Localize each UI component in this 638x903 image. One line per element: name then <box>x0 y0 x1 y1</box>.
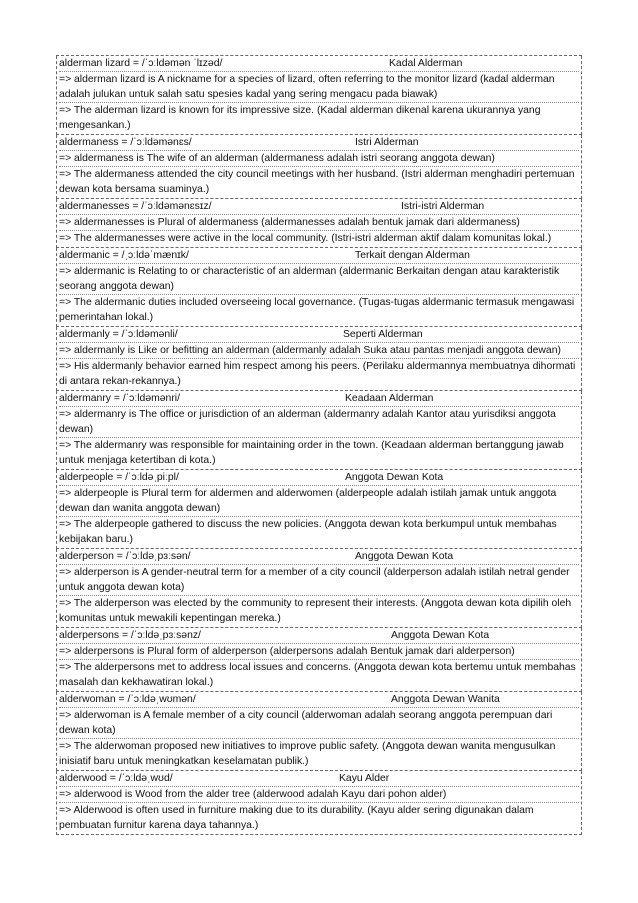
entry-translation: Keadaan Alderman <box>345 393 434 404</box>
entry-definition: => alderpeople is Plural term for aldermen and alderwomen (alderpeople adalah istilah jamak untuk anggota dewan dan wanita anggota dewan) <box>59 486 579 517</box>
entry-heading <box>59 692 579 708</box>
entry-example: => The alderman lizard is known for its impressive size. (Kadal alderman dikenal karena ukurannya yang mengesankan.) <box>59 105 541 131</box>
glossary-entry <box>56 692 582 771</box>
entry-heading <box>59 470 579 486</box>
entry-heading <box>59 549 579 565</box>
entry-term: aldermanly = /ˈɔːldəmənli/ <box>59 329 178 340</box>
entry-term: alderwood = /ˈɔːldəˌwʊd/ <box>59 773 173 784</box>
entry-heading <box>59 56 579 72</box>
entry-example: => His aldermanly behavior earned him respect among his peers. (Perilaku aldermannya membuatnya dihormati di antara rekan-rekannya.) <box>59 361 576 387</box>
entry-definition: => aldermanesses is Plural of aldermaness (aldermanesses adalah bentuk jamak dari aldermaness) <box>59 215 579 231</box>
entry-definition: => aldermaness is The wife of an alderman (aldermaness adalah istri seorang anggota dewan) <box>59 151 579 167</box>
entry-definition: => alderwoman is A female member of a city council (alderwoman adalah seorang anggota perempuan dari dewan kota) <box>59 708 579 739</box>
glossary-entry <box>56 56 582 135</box>
entry-definition: => aldermanly is Like or befitting an alderman (aldermanly adalah Suka atau pantas menjadi anggota dewan) <box>59 343 579 359</box>
entry-translation: Anggota Dewan Kota <box>355 551 454 562</box>
entry-term: alderwoman = /ˈɔːldəˌwʊmən/ <box>59 694 196 705</box>
entry-heading <box>59 248 579 264</box>
entry-example: => The alderpersons met to address local issues and concerns. (Anggota dewan kota bertemu untuk membahas masalah dan kekhawatiran lokal.) <box>59 662 576 688</box>
entry-term: aldermaness = /ˈɔːldəmənɛs/ <box>59 137 192 148</box>
entry-term: alderpeople = /ˈɔːldəˌpiːpl/ <box>59 472 179 483</box>
entry-term: aldermanry = /ˈɔːldəmənri/ <box>59 393 180 404</box>
glossary-entry <box>56 327 582 391</box>
entry-term: aldermanic = /ˌɔːldəˈmænɪk/ <box>59 250 189 261</box>
glossary-entry <box>56 549 582 628</box>
entry-translation: Anggota Dewan Kota <box>345 472 444 483</box>
glossary-entry <box>56 771 582 835</box>
entry-term: alderman lizard = /ˈɔːldəmən ˈlɪzəd/ <box>59 58 223 69</box>
glossary-entry <box>56 391 582 470</box>
entry-term: alderperson = /ˈɔːldəˌpɜːsən/ <box>59 551 191 562</box>
glossary-entry <box>56 199 582 248</box>
entry-translation: Kadal Alderman <box>389 58 463 69</box>
entry-heading <box>59 327 579 343</box>
entry-example: => The aldermanry was responsible for maintaining order in the town. (Keadaan alderman bertanggung jawab untuk menjaga ketertiban di kota.) <box>59 440 564 466</box>
entry-heading <box>59 771 579 787</box>
glossary-document <box>56 55 582 835</box>
entry-example: => The alderwoman proposed new initiatives to improve public safety. (Anggota dewan wanita mengusulkan inisiatif baru untuk meningkatkan keselamatan publik.) <box>59 741 556 767</box>
entry-translation: Seperti Alderman <box>343 329 423 340</box>
entry-translation: Terkait dengan Alderman <box>355 250 470 261</box>
entry-example: => The aldermaness attended the city council meetings with her husband. (Istri alderman menghadiri pertemuan dewan kota bersama suaminya.) <box>59 169 575 195</box>
entry-definition: => alderperson is A gender-neutral term for a member of a city council (alderperson adalah istilah netral gender untuk anggota dewan kota) <box>59 565 579 596</box>
entry-translation: Istri Alderman <box>355 137 419 148</box>
entry-translation: Anggota Dewan Kota <box>391 630 490 641</box>
glossary-entry <box>56 248 582 327</box>
entry-example: => The alderperson was elected by the community to represent their interests. (Anggota dewan kota dipilih oleh komunitas untuk mewakili kepentingan mereka.) <box>59 598 572 624</box>
entry-definition: => alderwood is Wood from the alder tree (alderwood adalah Kayu dari pohon alder) <box>59 787 579 803</box>
entry-heading <box>59 628 579 644</box>
glossary-entry <box>56 135 582 199</box>
entry-definition: => alderman lizard is A nickname for a species of lizard, often referring to the monitor lizard (kadal alderman adalah julukan untuk salah satu spesies kadal yang sering mengacu pada biawak) <box>59 72 579 103</box>
entry-example: => The alderpeople gathered to discuss the new policies. (Anggota dewan kota berkumpul untuk membahas kebijakan baru.) <box>59 519 557 545</box>
entry-term: aldermanesses = /ˈɔːldəmənɛsɪz/ <box>59 201 212 212</box>
entry-term: alderpersons = /ˈɔːldəˌpɜːsənz/ <box>59 630 201 641</box>
entry-definition: => alderpersons is Plural form of alderperson (alderpersons adalah Bentuk jamak dari alderperson) <box>59 644 579 660</box>
glossary-entry <box>56 628 582 692</box>
entry-example: => The aldermanic duties included overseeing local governance. (Tugas-tugas aldermanic termasuk mengawasi pemerintahan lokal.) <box>59 297 575 323</box>
entry-heading <box>59 199 579 215</box>
entry-translation: Anggota Dewan Wanita <box>391 694 500 705</box>
entry-example: => Alderwood is often used in furniture making due to its durability. (Kayu alder sering digunakan dalam pembuatan furnitur karena daya tahannya.) <box>59 805 534 831</box>
entry-definition: => aldermanry is The office or jurisdiction of an alderman (aldermanry adalah Kantor atau yurisdiksi anggota dewan) <box>59 407 579 438</box>
entry-translation: Istri-istri Alderman <box>401 201 485 212</box>
entry-heading <box>59 135 579 151</box>
entry-heading <box>59 391 579 407</box>
glossary-entry <box>56 470 582 549</box>
entry-translation: Kayu Alder <box>339 773 390 784</box>
entry-definition: => aldermanic is Relating to or characteristic of an alderman (aldermanic Berkaitan dengan atau karakteristik seorang anggota dewan) <box>59 264 579 295</box>
entry-example: => The aldermanesses were active in the local community. (Istri-istri alderman aktif dalam komunitas lokal.) <box>59 233 552 244</box>
